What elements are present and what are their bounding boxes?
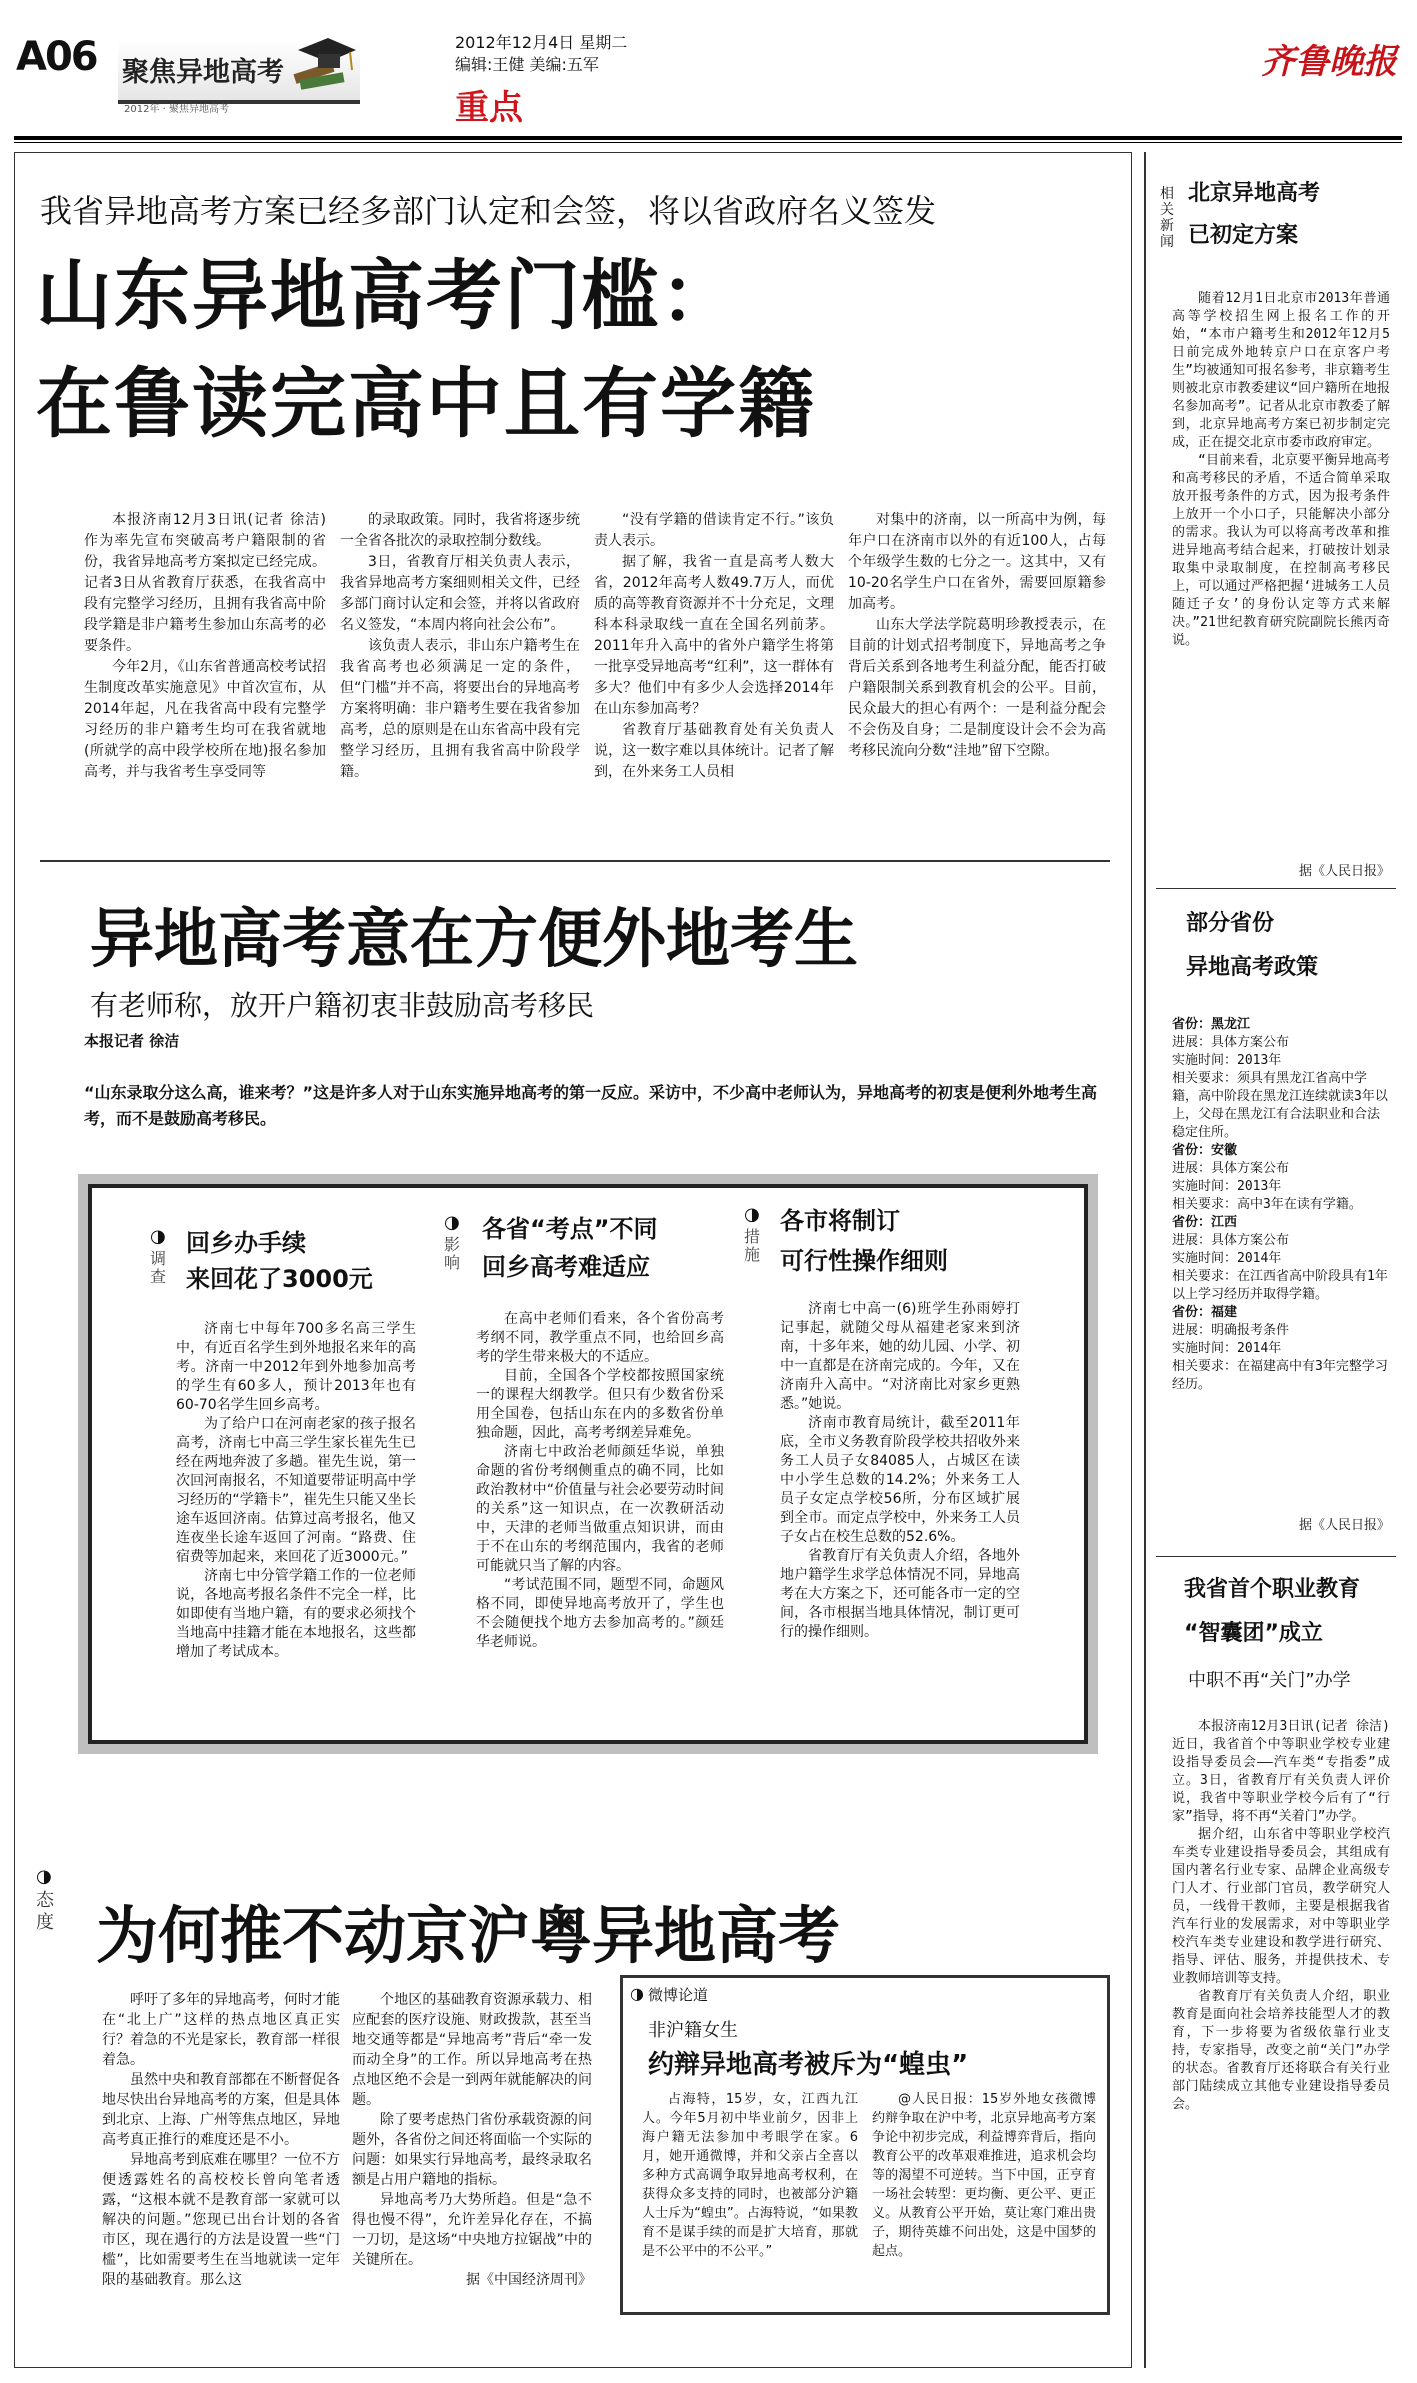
paragraph: 异地高考乃大势所趋。但是“急不得也慢不得”，允许差异化存在，不搞一刀切，是这场“中央地方拉锯战”中的关键所在。 xyxy=(352,2192,592,2268)
box-title-1b: 来回花了3000元 xyxy=(186,1265,373,1293)
policy-progress: 进展：具体方案公布 xyxy=(1172,1161,1290,1176)
policy-item xyxy=(1172,1016,1390,1142)
issue-date: 2012年12月4日 星期二 xyxy=(455,33,628,52)
sidebar-s3-subhead: 中职不再“关门”办学 xyxy=(1188,1670,1351,1691)
policy-time: 实施时间：2013年 xyxy=(1172,1053,1282,1068)
story3-tag: 态度 xyxy=(36,1890,54,1933)
policy-list xyxy=(1172,1016,1390,1394)
sidebar-s2-head2: 异地高考政策 xyxy=(1186,955,1319,980)
policy-time: 实施时间：2014年 xyxy=(1172,1251,1282,1266)
section-name: 聚焦异地高考 xyxy=(122,57,284,88)
policy-requirement: 相关要求：在江西省高中阶段具有1年以上学习经历并取得学籍。 xyxy=(1172,1269,1388,1302)
paragraph: 山东大学法学院葛明珍教授表示，在目前的计划式招考制度下，异地高考之争背后关系到各地考生利益分配，能否打破户籍限制关系到教育机会的公平。目前，民众最大的担心有两个：一是利益分配会不会伤及自身；二是制度设计会不会为高考移民流向分数“洼地”留下空隙。 xyxy=(848,617,1106,759)
policy-item xyxy=(1172,1142,1390,1214)
paragraph: 省教育厅有关负责人介绍，职业教育是面向社会培养技能型人才的教育，下一步将要为省级依靠行业支持，专家指导，改变之前“关门”办学的状态。省教育厅还将联合有关行业部门陆续成立其他专业建设指导委员会。 xyxy=(1172,1989,1390,2112)
paragraph: 在高中老师们看来，各个省份高考考纲不同，教学重点不同，也给回乡高考的学生带来极大的不适应。 xyxy=(476,1311,724,1365)
half-circle-icon: ◑ xyxy=(744,1204,760,1225)
box-column-1 xyxy=(176,1320,416,1662)
story2-headline: 异地高考意在方便外地考生 xyxy=(90,903,858,977)
paragraph: 据介绍，山东省中等职业学校汽车类专业建设指导委员会，其组成有国内著名行业专家、品牌企业高级专门人才、行业部门官员，教学研究人员，一线骨干教师，主要是根据我省汽车行业的发展需求，对中等职业学校汽车类专业建设和教学进行研究、指导、评估、服务，并提供技术、专业教师培训等支持。 xyxy=(1172,1827,1390,1986)
policy-time: 实施时间：2014年 xyxy=(1172,1341,1282,1356)
story2-subhead: 有老师称，放开户籍初衷非鼓励高考移民 xyxy=(90,989,595,1022)
paragraph: 除了要考虑热门省份承载资源的问题外，各省份之间还将面临一个实际的问题：如果实行异地高考，最终录取名额是占用户籍地的指标。 xyxy=(352,2112,592,2188)
paragraph: 呼吁了多年的异地高考，何时才能在“北上广”这样的热点地区真正实行？着急的不光是家长，教育部一样很着急。 xyxy=(102,1992,340,2068)
weibo-subhead: 非沪籍女生 xyxy=(648,2020,738,2041)
lead-headline-line2: 在鲁读完高中且有学籍 xyxy=(36,359,816,448)
policy-requirement: 相关要求：高中3年在读有学籍。 xyxy=(1172,1197,1362,1212)
half-circle-icon: ◑ xyxy=(36,1866,52,1887)
half-circle-icon: ◑ xyxy=(150,1226,166,1247)
weibo-headline: 约辩异地高考被斥为“蝗虫” xyxy=(648,2050,969,2080)
paragraph: 为了给户口在河南老家的孩子报名高考，济南七中高三学生家长崔先生已经在两地奔波了多趟。崔先生说，第一次回河南报名，不知道要带证明高中学习经历的“学籍卡”，崔先生只能又坐长途车返回济南。估算过高考报名，他又连夜坐长途车返回了河南。“路费、住宿费等加起来，来回花了近3000元。” xyxy=(176,1416,416,1565)
paragraph: 今年2月，《山东省普通高校考试招生制度改革实施意见》中首次宣布，从2014年起，凡在我省高中段有完整学习经历的非户籍考生均可在我省就地(所就学的高中段学校所在地)报名参加高考，并与我省考生享受同等 xyxy=(84,659,326,780)
half-circle-icon: ◑ xyxy=(630,1984,644,2003)
story3-headline: 为何推不动京沪粤异地高考 xyxy=(96,1899,841,1972)
paragraph: 对集中的济南，以一所高中为例，每年户口在济南市以外的有近100人，占每个年级学生数的七分之一。这其中，又有10-20名学生户口在省外，需要回原籍参加高考。 xyxy=(848,512,1106,612)
sidebar-s1-source: 据《人民日报》 xyxy=(1298,864,1390,879)
paragraph: 济南七中政治老师颜廷华说，单独命题的省份考纲侧重点的确不同，比如政治教材中“价值量与社会必要劳动时间的关系”这一知识点，在一次教研活动中，天津的老师当做重点知识讲，而由于不在山东的考纲范围内，我省的老师可能就只当了解的内容。 xyxy=(476,1444,724,1574)
editors-line: 编辑:王健 美编:五军 xyxy=(455,55,599,74)
sidebar-s2-head1: 部分省份 xyxy=(1186,911,1275,936)
lead-column-1 xyxy=(84,510,326,783)
lead-column-3 xyxy=(594,510,834,783)
policy-item xyxy=(1172,1214,1390,1304)
paragraph: 个地区的基础教育资源承载力、相应配套的医疗设施、财政拨款，甚至当地交通等都是“异地高考”背后“牵一发而动全身”的工作。所以异地高考在热点地区绝不会是一到两年就能解决的问题。 xyxy=(352,1992,592,2108)
lead-column-4 xyxy=(848,510,1106,762)
paragraph: 虽然中央和教育部都在不断督促各地尽快出台异地高考的方案，但是具体到北京、上海、广州等焦点地区，异地高考真正推行的难度还是不小。 xyxy=(102,2072,340,2148)
paragraph: 异地高考到底难在哪里？一位不方便透露姓名的高校校长曾向笔者透露，“这根本就不是教育部一家就可以解决的问题。”您现已出台计划的各省市区，现在遇行的方法是设置一些“门槛”，比如需要考生在当地就读一定年限的基础教育。那么这 xyxy=(102,2152,340,2288)
paragraph: 随着12月1日北京市2013年普通高等学校招生网上报名工作的开始，“本市户籍考生和2012年12月5日前完成外地转京户口在京客户考生”均被通知可报名参考，非京籍考生则被北京市教委建议“回户籍所在地报名参加高考”。记者从北京市教委了解到，北京异地高考方案已初步制定完成，正在提交北京市委市政府审定。 xyxy=(1172,291,1390,450)
policy-item xyxy=(1172,1304,1390,1394)
paragraph: 本报济南12月3日讯(记者 徐洁) 作为率先宣布突破高考户籍限制的省份，我省异地高考方案拟定已经完成。记者3日从省教育厅获悉，在我省高中段有完整学习经历，且拥有我省高中阶段学籍是非户籍考生参加山东高考的必要条件。 xyxy=(84,512,326,654)
paragraph: “目前来看，北京要平衡异地高考和高考移民的矛盾，不适合简单采取放开报考条件的方式，因为报考条件上放开一个小口子，只能解决小部分的需求。我认为可以将高考改革和推进异地高考结合起来，打破按计划录取集中录取制度，在控制高考移民上，可以通过严格把握‘进城务工人员随迁子女’的身份认定等方式来解决。”21世纪教育研究院副院长熊丙奇说。 xyxy=(1172,453,1390,648)
weibo-tag: 微博论道 xyxy=(648,1986,709,2004)
policy-province: 省份：黑龙江 xyxy=(1172,1017,1251,1032)
policy-province: 省份：江西 xyxy=(1172,1215,1238,1230)
box-title-3a: 各市将制订 xyxy=(780,1207,900,1235)
sidebar-s1-head2: 已初定方案 xyxy=(1188,223,1299,248)
story3-column-2 xyxy=(352,1990,592,2290)
policy-progress: 进展：具体方案公布 xyxy=(1172,1233,1290,1248)
page-number: A06 xyxy=(16,34,97,80)
policy-requirement: 相关要求：须具有黑龙江省高中学籍，高中阶段在黑龙江连续就读3年以上，父母在黑龙江有合法职业和合法稳定住所。 xyxy=(1172,1071,1388,1140)
policy-progress: 进展：具体方案公布 xyxy=(1172,1035,1290,1050)
lead-headline-line1: 山东异地高考门槛： xyxy=(36,251,738,340)
box-column-3 xyxy=(780,1300,1020,1642)
sidebar-s3-head2: “智囊团”成立 xyxy=(1184,1621,1323,1646)
policy-province: 省份：福建 xyxy=(1172,1305,1238,1320)
sidebar-s1-head1: 北京异地高考 xyxy=(1188,181,1321,206)
paragraph: 本报济南12月3日讯(记者 徐洁) 近日，我省首个中等职业学校专业建设指导委员会——汽车类“专指委”成立。3日，省教育厅有关负责人评价说，我省中等职业学校今后有了“行家”指导，将不再“关着门”办学。 xyxy=(1172,1719,1390,1824)
policy-progress: 进展：明确报考条件 xyxy=(1172,1323,1290,1338)
policy-province: 省份：安徽 xyxy=(1172,1143,1238,1158)
paragraph: “没有学籍的借读肯定不行。”该负责人表示。 xyxy=(594,512,834,549)
policy-requirement: 相关要求：在福建高中有3年完整学习经历。 xyxy=(1172,1359,1388,1392)
lead-kicker: 我省异地高考方案已经多部门认定和会签，将以省政府名义签发 xyxy=(40,192,937,230)
box-column-2 xyxy=(476,1310,724,1652)
story2-intro: “山东录取分这么高，谁来考？”这是许多人对于山东实施异地高考的第一反应。采访中，不少高中老师认为，异地高考的初衷是便利外地考生高考，而不是鼓励高考移民。 xyxy=(84,1083,1098,1128)
paragraph: 3日，省教育厅相关负责人表示，我省异地高考方案细则相关文件，已经多部门商讨认定和会签，并将以省政府名义签发，“本周内将向社会公布”。 xyxy=(340,554,580,633)
sidebar-divider xyxy=(1156,1556,1396,1557)
graduation-cap-icon xyxy=(288,28,358,98)
box-tag-impact: 影响 xyxy=(444,1235,461,1272)
paragraph: 占海特，15岁，女，江西九江人。今年5月初中毕业前夕，因非上海户籍无法参加中考眼学在家。6月，她开通微博，并和父亲占全喜以多种方式高调争取异地高考权利，在获得众多支持的同时，也被部分沪籍人士斥为“蝗虫”。占海特说，“如果教育不是谋手续的而是扩大培育，那就是不公平中的不公平。” xyxy=(642,2092,858,2259)
box-title-2a: 各省“考点”不同 xyxy=(482,1215,658,1243)
paragraph: @人民日报：15岁外地女孩微博约辩争取在沪中考，北京异地高考方案争论中初步完成，利益博弈背后，指向教育公平的改革艰难推进，追求机会均等的渴望不可逆转。当下中国，正亨育一场社会转型：更均衡、更公平、更正义。从教育公平开始，莫让寒门难出贵子，期待英雄不问出处，这是中国梦的起点。 xyxy=(872,2092,1096,2259)
sidebar-s3-head1: 我省首个职业教育 xyxy=(1184,1577,1361,1602)
masthead-logo: 齐鲁晚报 xyxy=(1261,42,1397,82)
paragraph: 省教育厅有关负责人介绍，各地外地户籍学生求学总体情况不同，异地高考在大方案之下，还可能各市一定的空间，各市根据当地具体情况，制订更可行的操作细则。 xyxy=(780,1548,1020,1640)
paragraph: 该负责人表示，非山东户籍考生在我省高考也必须满足一定的条件，但“门槛”并不高，将要出台的异地高考方案将明确：非户籍考生要在我省参加高考，总的原则是在山东省高中段有完整学习经历，且拥有我省高中阶段学籍。 xyxy=(340,638,580,780)
header-rule xyxy=(14,136,1402,140)
policy-time: 实施时间：2013年 xyxy=(1172,1179,1282,1194)
sidebar-s3-text xyxy=(1172,1718,1390,2114)
paragraph: 目前，全国各个学校都按照国家统一的课程大纲教学。但只有少数省份采用全国卷，包括山东在内的多数省份单独命题，因此，高考考纲差异难免。 xyxy=(476,1368,724,1441)
paragraph: 济南市教育局统计，截至2011年底，全市义务教育阶段学校共招收外来务工人员子女84085人，占城区在读中小学生总数的14.2%；外来务工人员子女定点学校56所，分布区域扩展到全市。而定点学校中，外来务工人员子女占在校生总数的52.6%。 xyxy=(780,1415,1020,1545)
paragraph: 据了解，我省一直是高考人数大省，2012年高考人数49.7万人，而优质的高等教育资源并不十分充足，文理科本科录取线一直在全国名列前茅。2011年升入高中的省外户籍学生将第一批享受异地高考“红利”，这一群体有多大？他们中有多少人会选择2014年在山东参加高考？ xyxy=(594,554,834,717)
paragraph: 济南七中高一(6)班学生孙雨婷打记事起，就随父母从福建老家来到济南，十多年来，她的幼儿园、小学、初中一直都是在济南完成的。今年，又在济南升入高中。“对济南比对家乡更熟悉。”她说。 xyxy=(780,1301,1020,1412)
sidebar-s2-source: 据《人民日报》 xyxy=(1298,1518,1390,1533)
paragraph: 的录取政策。同时，我省将逐步统一全省各批次的录取控制分数线。 xyxy=(340,512,580,549)
sidebar-divider xyxy=(1156,888,1396,889)
banner-subtitle: 2012年 · 聚焦异地高考 xyxy=(124,104,229,115)
sidebar-label: 相关新闻 xyxy=(1160,186,1174,250)
story3-column-1 xyxy=(102,1990,340,2290)
desk-tag: 重点 xyxy=(455,88,523,128)
paragraph: 省教育厅基础教育处有关负责人说，这一数字难以具体统计。记者了解到，在外来务工人员相 xyxy=(594,722,834,780)
weibo-column-2 xyxy=(872,2090,1096,2261)
weibo-column-1 xyxy=(642,2090,858,2261)
lead-column-2 xyxy=(340,510,580,783)
box-tag-measures: 措施 xyxy=(744,1227,761,1264)
half-circle-icon: ◑ xyxy=(444,1212,460,1233)
box-title-2b: 回乡高考难适应 xyxy=(482,1253,650,1281)
header-rule-thin xyxy=(14,142,1402,143)
sidebar-s1-text xyxy=(1172,290,1390,650)
paragraph: 济南七中分管学籍工作的一位老师说，各地高考报名条件不完全一样，比如即使有当地户籍，有的要求必须找个当地高中挂籍才能在本地报名，这些都增加了考试成本。 xyxy=(176,1568,416,1660)
paragraph: 济南七中每年700多名高三学生中，有近百名学生到外地报名来年的高考。济南一中2012年到外地参加高考的学生有60多人，预计2013年也有60-70名学生回乡高考。 xyxy=(176,1321,416,1413)
story-divider xyxy=(40,860,1110,862)
source-line: 据《中国经济周刊》 xyxy=(466,2272,592,2288)
box-title-1a: 回乡办手续 xyxy=(186,1229,306,1257)
story2-byline: 本报记者 徐洁 xyxy=(84,1032,180,1050)
box-tag-survey: 调查 xyxy=(150,1249,167,1286)
box-title-3b: 可行性操作细则 xyxy=(780,1247,948,1275)
paragraph: “考试范围不同，题型不同，命题风格不同，即使异地高考放开了，学生也不会随便找个地方去参加高考的。”颜廷华老师说。 xyxy=(476,1577,724,1650)
